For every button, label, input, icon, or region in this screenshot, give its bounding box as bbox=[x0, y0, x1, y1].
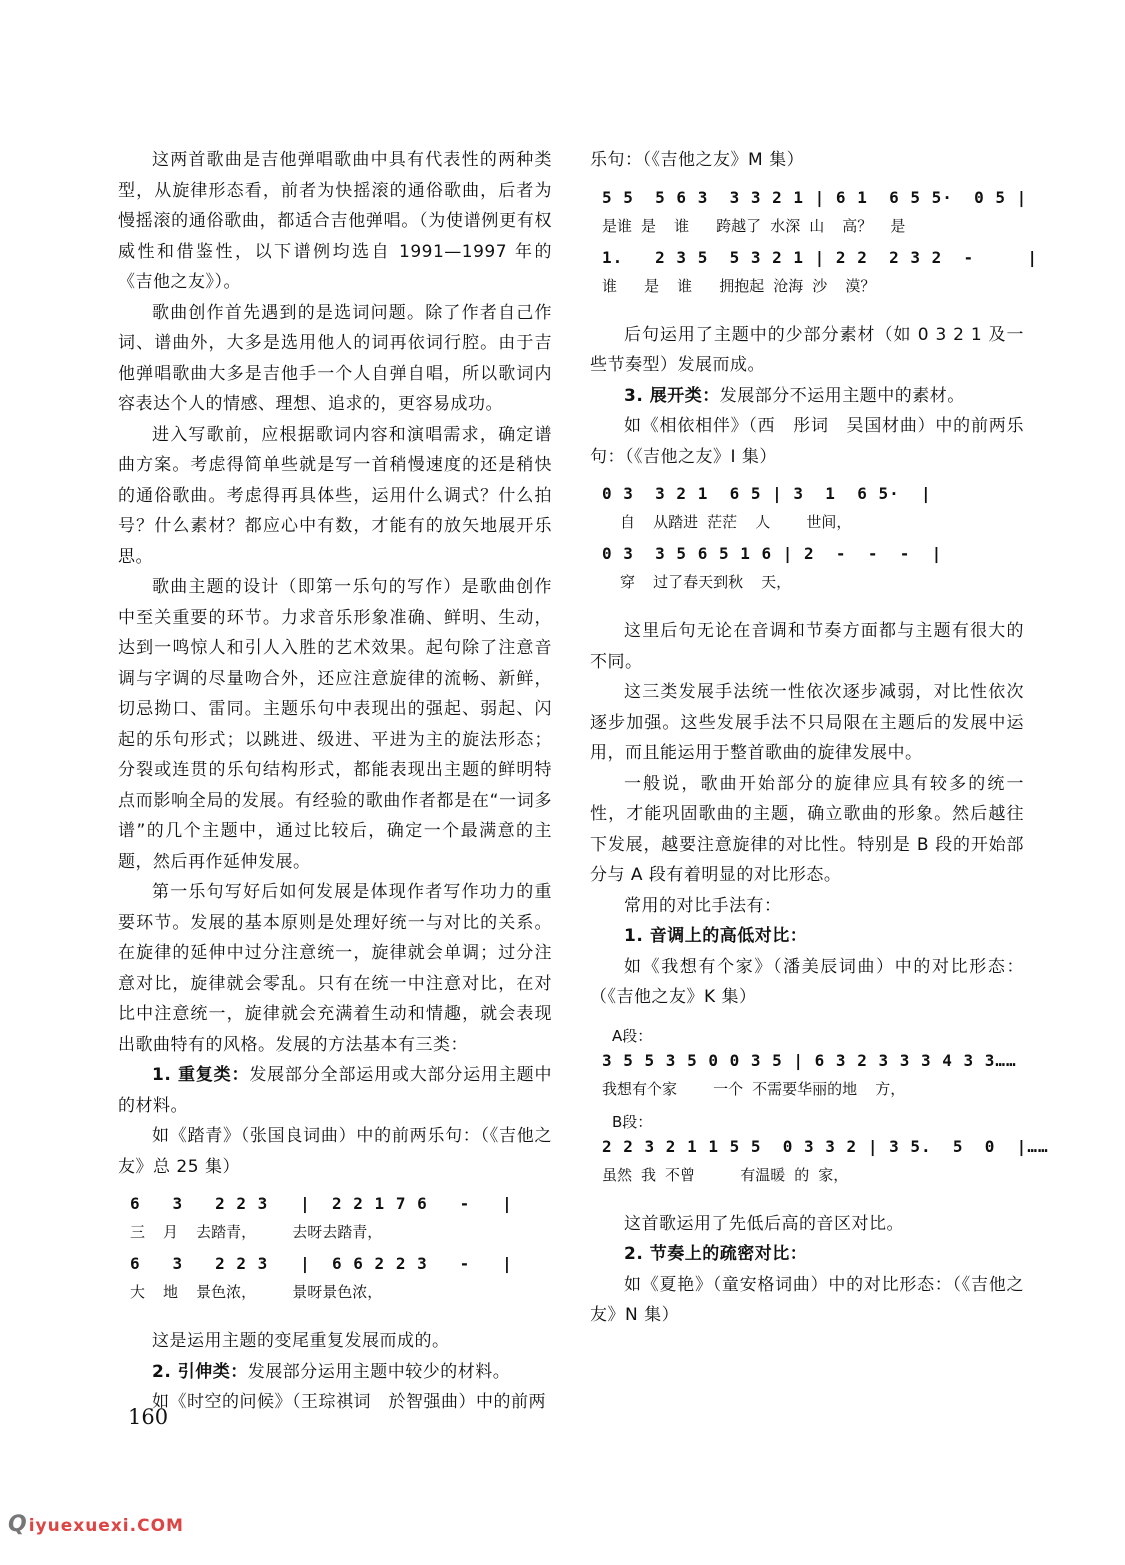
score-notes: 2 2 3 2 1 1 5 5 0 3 3 2 | 3 5. 5 0 |…… bbox=[602, 1136, 1049, 1156]
score-row bbox=[590, 482, 1024, 542]
paragraph: 进入写歌前，应根据歌词内容和演唱需求，确定谱曲方案。考虑得简单些就是写一首稍慢速度的还是稍快的通俗歌曲。考虑得再具体些，运用什么调式？什么拍号？什么素材？都应心中有数，才能有的放矢地展开乐思。 bbox=[118, 424, 552, 567]
heading-label: 1. 重复类： bbox=[152, 1065, 250, 1085]
score-notes: 0 3 3 2 1 6 5 | 3 1 6 5· | bbox=[602, 484, 932, 503]
score-lyrics: 是谁 是 谁 跨越了 水深 山 高？ 是 bbox=[602, 216, 906, 235]
heading-label: 2. 引伸类： bbox=[152, 1361, 248, 1382]
score-row bbox=[590, 246, 1038, 306]
heading-pitch-contrast: 1. 音调上的高低对比： bbox=[624, 926, 808, 946]
heading-develop-class bbox=[590, 381, 1024, 412]
score-lyrics: 我想有个家 一个 不需要华丽的地 方， bbox=[602, 1079, 906, 1098]
heading-text: 发展部分不运用主题中的素材。 bbox=[719, 385, 965, 406]
page-number: 160 bbox=[128, 1405, 169, 1429]
paragraph: 后句运用了主题中的少部分素材（如 0 3 2 1 及一些节奏型）发展而成。 bbox=[590, 324, 1024, 375]
paragraph: 如《踏青》（张国良词曲）中的前两乐句：（《吉他之友》总 25 集） bbox=[118, 1126, 552, 1177]
score-notes: 1. 2 3 5 5 3 2 1 | 2 2 2 3 2 - | bbox=[602, 247, 1038, 267]
paragraph: 这里后句无论在音调和节奏方面都与主题有很大的不同。 bbox=[590, 621, 1024, 672]
score-lyrics: 虽然 我 不曾 有温暖 的 家， bbox=[602, 1165, 849, 1184]
paragraph: 如《夏艳》（童安格词曲）中的对比形态：（《吉他之友》N 集） bbox=[590, 1274, 1024, 1325]
paragraph: 常用的对比手法有： bbox=[624, 895, 782, 916]
score-notes: 6 3 2 2 3 | 6 6 2 2 3 - | bbox=[130, 1254, 513, 1273]
paragraph: 如《我想有个家》（潘美辰词曲）中的对比形态：（《吉他之友》K 集） bbox=[590, 956, 1024, 1007]
section-label-a: A段： bbox=[612, 1026, 653, 1045]
score-row bbox=[590, 186, 1028, 246]
right-column bbox=[590, 145, 1049, 1331]
heading-extend-class bbox=[118, 1357, 552, 1388]
score-notes: 0 3 3 5 6 5 1 6 | 2 - - - | bbox=[602, 544, 943, 563]
watermark-text: iyuexuexi.COM bbox=[28, 1516, 184, 1536]
score-xiangyouge bbox=[590, 1023, 1049, 1195]
paragraph: 这首歌运用了先低后高的音区对比。 bbox=[624, 1213, 904, 1234]
heading-rhythm-contrast: 2. 节奏上的疏密对比： bbox=[624, 1244, 808, 1264]
score-shikong bbox=[590, 186, 1038, 306]
paragraph: 乐句：（《吉他之友》M 集） bbox=[590, 150, 805, 170]
left-column bbox=[118, 145, 552, 1418]
section-label-b: B段： bbox=[612, 1112, 653, 1131]
paragraph: 如《相依相伴》（西 彤词 吴国材曲）中的前两乐句：（《吉他之友》I 集） bbox=[590, 416, 1024, 467]
score-lyrics: 自 从踏进 茫茫 人 世间， bbox=[602, 513, 852, 531]
paragraph: 一般说，歌曲开始部分的旋律应具有较多的统一性，才能巩固歌曲的主题，确立歌曲的形象。然后越往下发展，越要注意旋律的对比性。特别是 B 段的开始部分与 A 段有着明显的对比形态。 bbox=[590, 773, 1024, 885]
score-row bbox=[590, 1135, 1049, 1195]
heading-text: 发展部分运用主题中较少的材料。 bbox=[247, 1361, 511, 1382]
score-lyrics: 三 月 去踏青， 去呀去踏青， bbox=[130, 1223, 383, 1241]
score-taqing bbox=[118, 1192, 552, 1312]
paragraph: 这是运用主题的变尾重复发展而成的。 bbox=[152, 1331, 450, 1351]
heading-repeat-class bbox=[118, 1060, 552, 1121]
score-notes: 3 5 5 3 5 0 0 3 5 | 6 3 2 3 3 3 4 3 3…… bbox=[602, 1050, 1017, 1070]
heading-label: 3. 展开类： bbox=[624, 385, 720, 406]
paragraph: 第一乐句写好后如何发展是体现作者写作功力的重要环节。发展的基本原则是处理好统一与对比的关系。在旋律的延伸中过分注意统一，旋律就会单调；过分注意对比，旋律就会零乱。只有在统一中注意对比，在对比中注意统一，旋律就会充满着生动和情趣，就会表现出歌曲特有的风格。发展的方法基本有三类： bbox=[118, 882, 552, 1055]
heading-text: 发展部分全部运用或大部分运用主题中的材料。 bbox=[118, 1065, 552, 1116]
score-notes: 6 3 2 2 3 | 2 2 1 7 6 - | bbox=[130, 1194, 513, 1213]
score-row bbox=[590, 1049, 1024, 1109]
watermark-logo-icon: Q bbox=[8, 1512, 28, 1537]
paragraph: 这三类发展手法统一性依次逐步减弱，对比性依次逐步加强。这些发展手法不只局限在主题后的发展中运用，而且能运用于整首歌曲的旋律发展中。 bbox=[590, 682, 1024, 763]
score-lyrics: 谁 是 谁 拥抱起 沧海 沙 漠？ bbox=[602, 276, 876, 295]
paragraph: 歌曲创作首先遇到的是选词问题。除了作者自己作词、谱曲外，大多是选用他人的词再依词行腔。由于吉他弹唱歌曲大多是吉他手一个人自弹自唱，所以歌词内容表达个人的情感、理想、追求的，更容易成功。 bbox=[118, 302, 552, 414]
score-row bbox=[118, 1192, 552, 1252]
score-lyrics: 大 地 景色浓， 景呀景色浓， bbox=[130, 1283, 383, 1301]
score-notes: 5 5 5 6 3 3 3 2 1 | 6 1 6 5 5· 0 5 | bbox=[602, 187, 1028, 207]
site-watermark bbox=[8, 1512, 184, 1537]
paragraph: 歌曲主题的设计（即第一乐句的写作）是歌曲创作中至关重要的环节。力求音乐形象准确、鲜明、生动，达到一鸣惊人和引人入胜的艺术效果。起句除了注意音调与字调的尽量吻合外，还应注意旋律的流畅、新鲜，切忌拗口、雷同。主题乐句中表现出的强起、弱起、闪起的乐句形式；以跳进、级进、平进为主的旋法形态；分裂或连贯的乐句结构形式，都能表现出主题的鲜明特点而影响全局的发展。有经验的歌曲作者都是在“一词多谱”的几个主题中，通过比较后，确定一个最满意的主题，然后再作延伸发展。 bbox=[118, 577, 552, 872]
score-xiangyi bbox=[590, 482, 1024, 602]
score-lyrics: 穿 过了春天到秋 天， bbox=[602, 573, 792, 591]
score-row bbox=[590, 542, 1024, 602]
paragraph: 如《时空的问候》（王琮祺词 於智强曲）中的前两 bbox=[152, 1392, 546, 1412]
score-row bbox=[118, 1252, 552, 1312]
paragraph: 这两首歌曲是吉他弹唱歌曲中具有代表性的两种类型，从旋律形态看，前者为快摇滚的通俗歌曲，后者为慢摇滚的通俗歌曲，都适合吉他弹唱。（为使谱例更有权威性和借鉴性，以下谱例均选自 1991—1997 年的《吉他之友》）。 bbox=[118, 150, 552, 292]
